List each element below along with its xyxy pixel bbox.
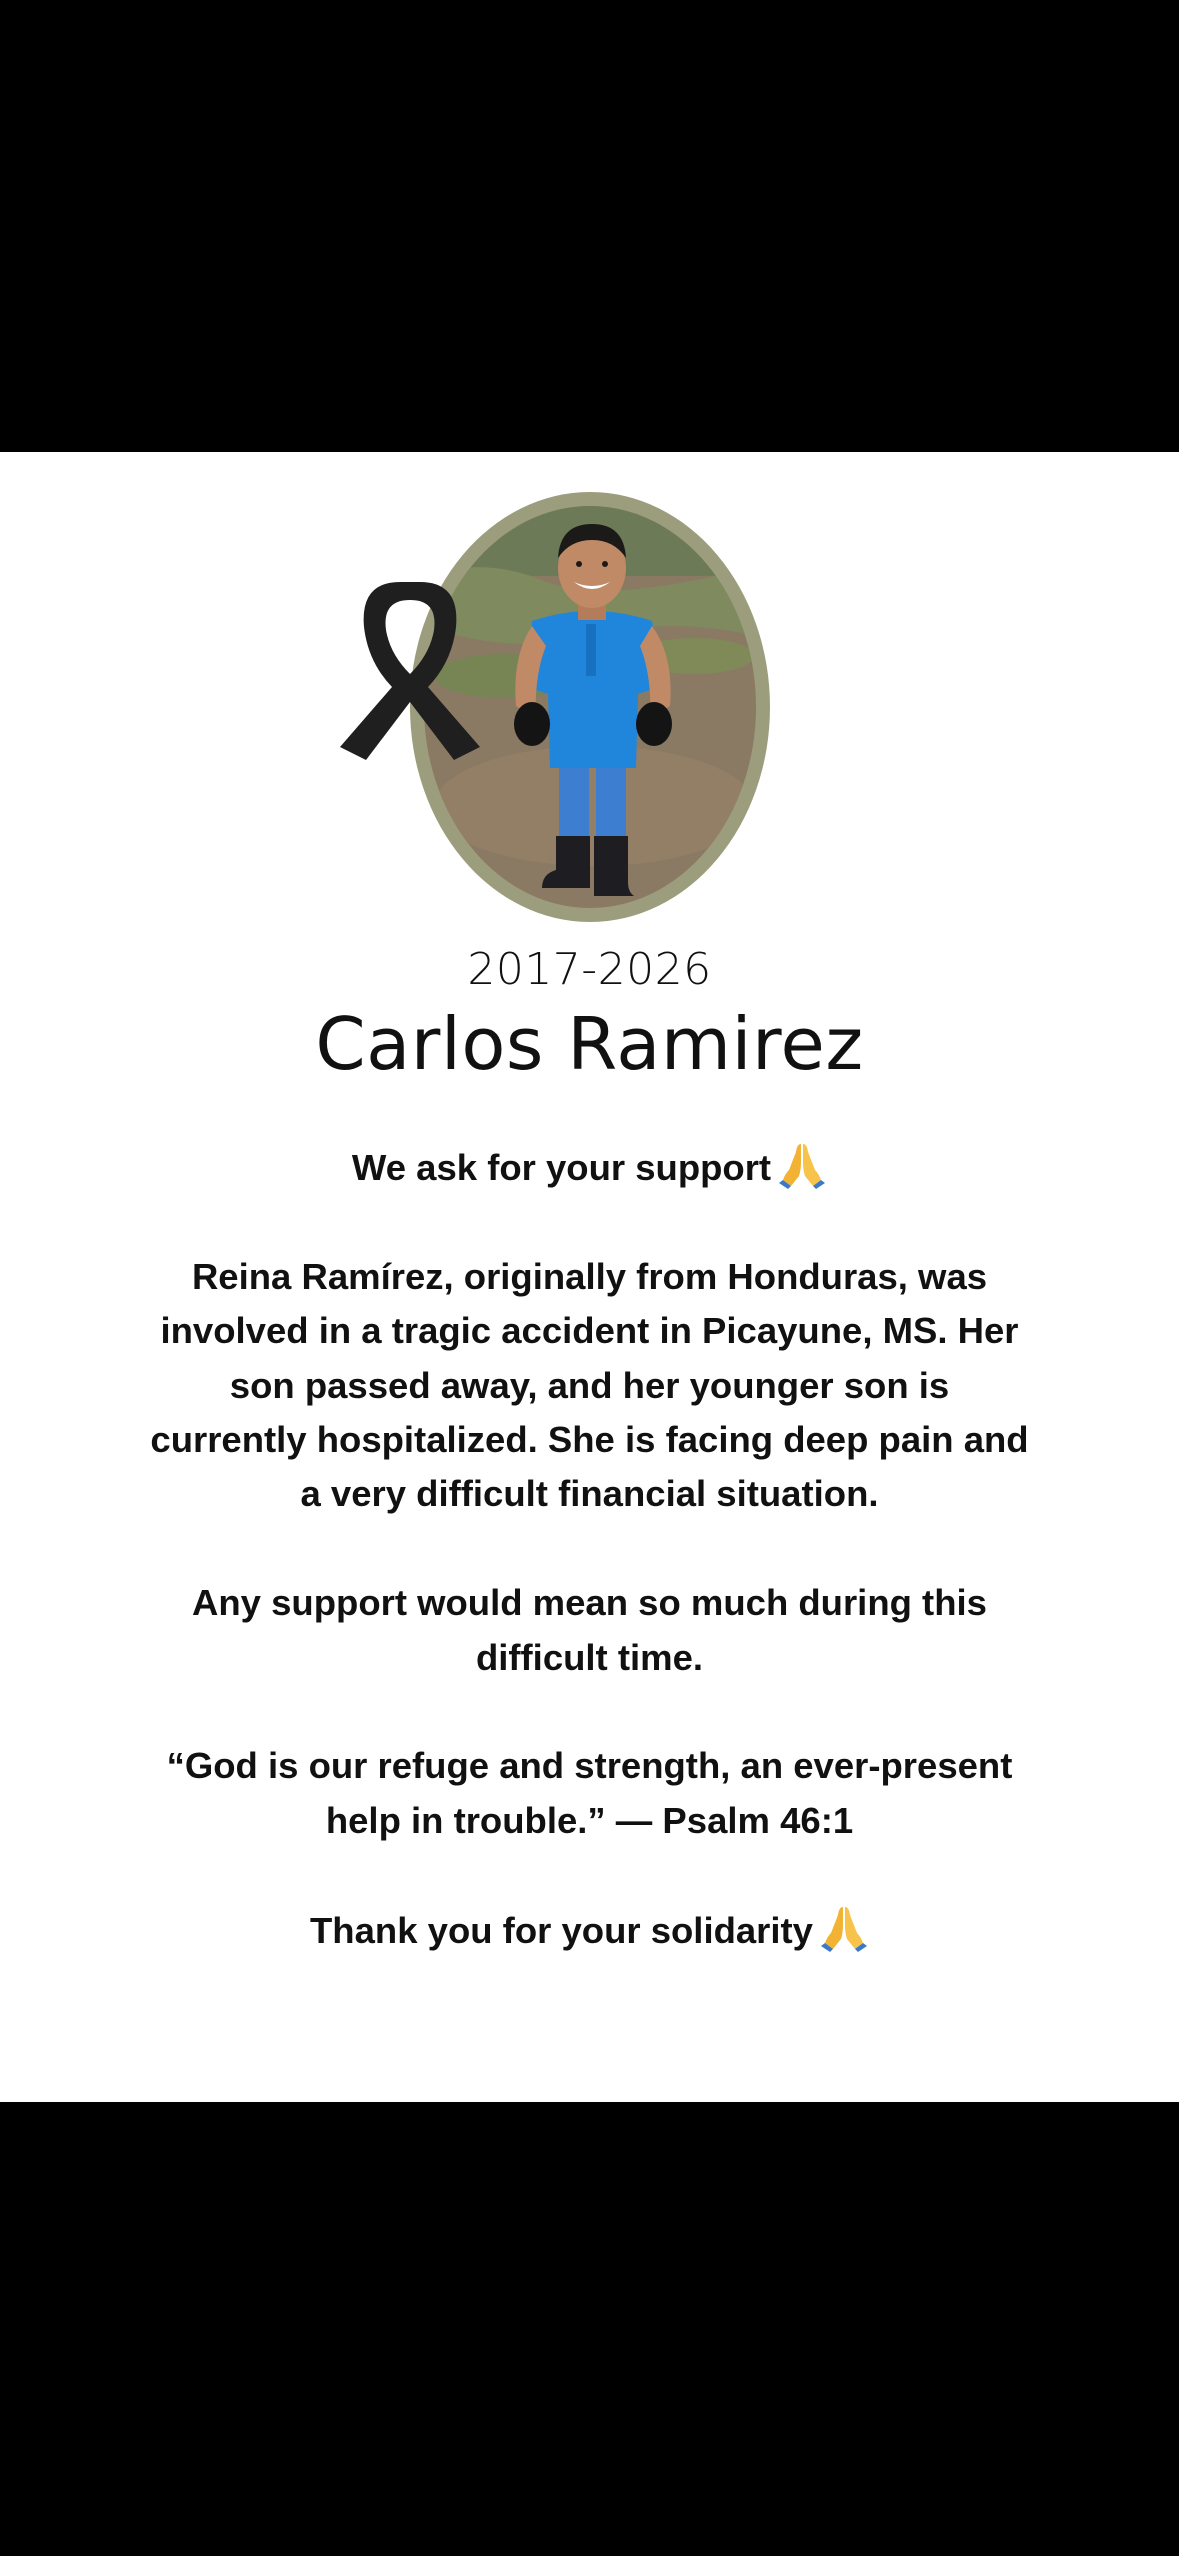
spacer — [150, 1195, 1029, 1249]
bible-quote: “God is our refuge and strength, an ever-present help in trouble.” — Psalm 46:1 — [166, 1745, 1013, 1841]
memorial-name: Carlos Ramirez — [315, 1002, 864, 1086]
spacer — [150, 1685, 1029, 1739]
folded-hands-icon — [819, 1903, 869, 1953]
message-heading: We ask for your support — [150, 1140, 1029, 1195]
spacer — [150, 1848, 1029, 1902]
bottom-letterbox — [0, 2102, 1179, 2556]
message-paragraph-2: Any support would mean so much during this difficult time. — [192, 1582, 987, 1678]
support-message — [150, 1140, 1029, 1958]
folded-hands-icon — [777, 1140, 827, 1190]
memorial-card — [0, 452, 1179, 2102]
spacer — [150, 1522, 1029, 1576]
black-ribbon-icon — [330, 572, 490, 772]
top-letterbox — [0, 0, 1179, 452]
message-closing: Thank you for your solidarity — [150, 1903, 1029, 1958]
memorial-years: 2017-2026 — [467, 944, 712, 995]
message-paragraph-1: Reina Ramírez, originally from Honduras, was involved in a tragic accident in Picayune, MS. Her son passed away, and her younger son is currently hospitalized. She is facing deep pain and a very difficult financial situation. — [150, 1255, 1029, 1515]
